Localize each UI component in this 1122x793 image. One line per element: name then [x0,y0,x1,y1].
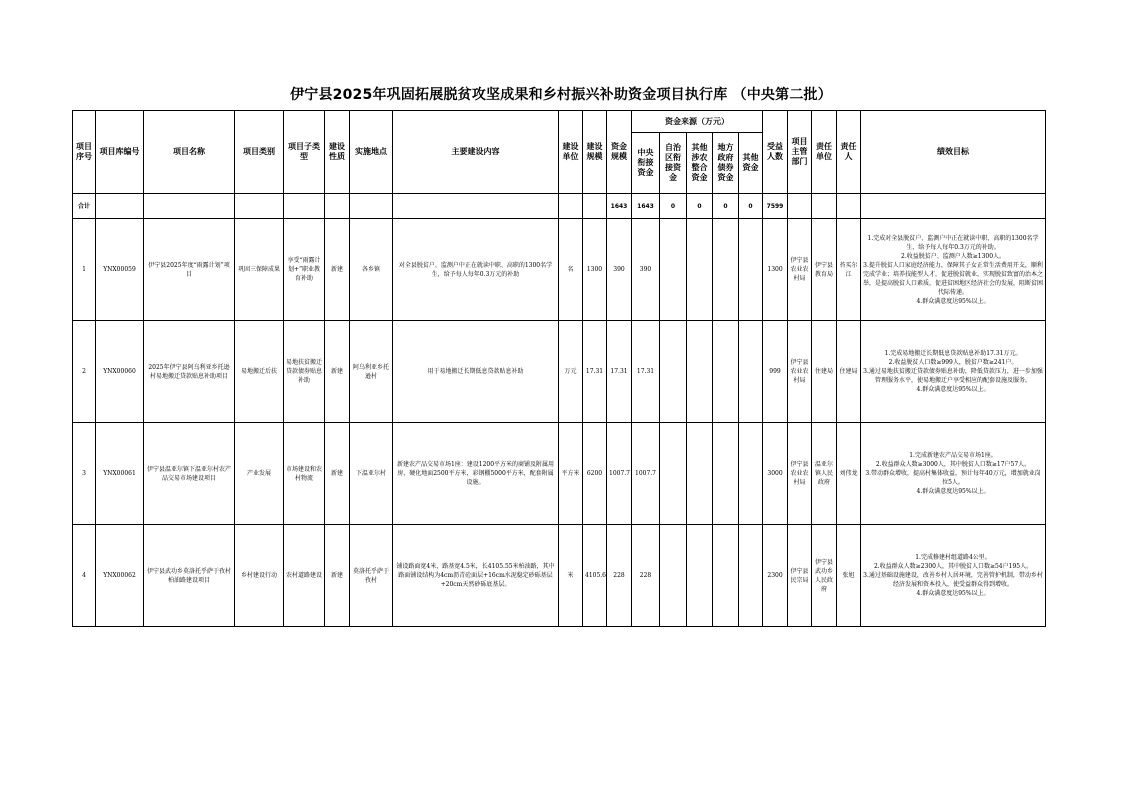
row-resp-unit: 温亚尔镇人民政府 [812,423,837,525]
row-location: 下温亚尔村 [350,423,393,525]
total-other-integrated: 0 [687,194,713,219]
row-local-debt [713,321,739,423]
table-row [73,423,1046,525]
row-local-debt [713,219,739,321]
row-beneficiaries: 1300 [763,219,788,321]
goal-item: 2.收益群众人数≥3000人，其中脱贫人口数≥17户57人。 [875,461,1031,468]
row-other [739,321,763,423]
header-scale: 建设规模 [583,111,607,194]
row-scale: 17.31 [583,321,607,423]
row-dept: 伊宁县农业农村局 [788,423,812,525]
header-unit: 建设单位 [559,111,583,194]
row-seq: 4 [73,525,96,627]
row-code: YNX00059 [96,219,144,321]
row-other [739,525,763,627]
header-row-1 [73,111,1046,133]
row-subtype: 易地扶贫搬迁贷款债券贴息补助 [284,321,325,423]
row-nature: 新建 [325,423,350,525]
project-table [72,110,1046,627]
row-scale: 6200 [583,423,607,525]
goal-item: 3.通过易地扶贫搬迁贷款债券贴息补助，降低贷款压力，进一步加强管理服务水平，使易地搬迁户享受相应的配套设施及服务。 [863,368,1043,384]
row-local-debt [713,423,739,525]
row-code: YNX00061 [96,423,144,525]
total-label: 合计 [73,194,96,219]
table-row [73,321,1046,423]
goal-item: 2.收益群众人数≥2300人，其中脱贫人口数≥54户195人。 [873,563,1033,570]
header-content: 主要建设内容 [393,111,559,194]
header-nature: 建设性质 [325,111,350,194]
row-unit: 米 [559,525,583,627]
row-region [660,423,687,525]
row-resp-unit: 住建局 [812,321,837,423]
header-resp-unit: 责任单位 [812,111,837,194]
header-subtype: 项目子类型 [284,111,325,194]
row-nature: 新建 [325,525,350,627]
row-fund-scale: 1007.7 [607,423,632,525]
total-row [73,194,1046,219]
row-location: 各乡镇 [350,219,393,321]
row-other [739,219,763,321]
header-dept: 项目主管部门 [788,111,812,194]
row-category: 产业发展 [235,423,284,525]
row-location: 阿乌利亚乡托逊村 [350,321,393,423]
row-scale: 4105.6 [583,525,607,627]
goal-item: 1.完成修建村组道路4公里。 [915,554,991,561]
header-resp-person: 责任人 [837,111,861,194]
row-location: 莫洛托乎萨于孜村 [350,525,393,627]
header-other-integrated: 其他涉农整合资金 [687,133,713,194]
row-central: 1007.7 [632,423,660,525]
row-central: 390 [632,219,660,321]
row-dept: 伊宁县民宗局 [788,525,812,627]
goal-item: 4.群众满意度达95%以上。 [916,386,990,393]
header-seq: 项目序号 [73,111,96,194]
row-category: 乡村建设行动 [235,525,284,627]
row-category: 易地搬迁后扶 [235,321,284,423]
row-goals [861,219,1046,321]
row-region [660,321,687,423]
row-dept: 伊宁县农业农村局 [788,321,812,423]
row-fund-scale: 228 [607,525,632,627]
total-central: 1643 [632,194,660,219]
row-category: 巩固三保障成果 [235,219,284,321]
row-fund-scale: 17.31 [607,321,632,423]
header-goals: 绩效目标 [861,111,1046,194]
row-name: 伊宁县温亚尔镇下温亚尔村农产品交易市场建设项目 [144,423,235,525]
row-dept: 伊宁县农业农村局 [788,219,812,321]
total-local-debt: 0 [713,194,739,219]
row-other-integrated [687,321,713,423]
goal-item: 1.完成对全县脱贫户、监测户中正在就读中职、高职的1300名学生，给予每人每年0.3万元的补助。 [867,234,1039,251]
header-local-debt: 地方政府债券资金 [713,133,739,194]
goal-item: 1.完成新建农产品交易市场1座。 [909,452,997,459]
header-location: 实施地点 [350,111,393,194]
goal-item: 4.群众满意度达95%以上。 [916,488,990,495]
row-goals [861,423,1046,525]
row-fund-scale: 390 [607,219,632,321]
total-other: 0 [739,194,763,219]
row-code: YNX00060 [96,321,144,423]
row-local-debt [713,525,739,627]
table-row [73,525,1046,627]
row-content: 新建农产品交易市场1座：建设1200平方米的商铺及附属用房，硬化地面2500平方米，彩钢棚5000平方米，配套附属设施。 [393,423,559,525]
header-other: 其他资金 [739,133,763,194]
goal-item: 2.收益脱贫户、监测户人数≥1300人。 [901,252,1006,260]
header-beneficiaries: 受益人数 [763,111,788,194]
row-nature: 新建 [325,321,350,423]
row-resp-person: 刘伟龙 [837,423,861,525]
row-beneficiaries: 999 [763,321,788,423]
total-fund-scale: 1643 [607,194,632,219]
row-code: YNX00062 [96,525,144,627]
header-name: 项目名称 [144,111,235,194]
row-unit: 平方米 [559,423,583,525]
row-subtype: 农村道路建设 [284,525,325,627]
row-name: 伊宁县武功乡莫洛托乎萨于孜村柏油路建设项目 [144,525,235,627]
goal-item: 3.提升脱贫人口家庭经济能力，保障其子女正常生活费用开支，顺利完成学业；培养技能型人才，促进脱贫就业，实现脱贫致富的治本之举，是提高脱贫人口素质，促进贫困地区经济社会的发展，阻断贫困代际传递。 [863,261,1044,296]
row-seq: 1 [73,219,96,321]
row-resp-person: 苔买尔江 [837,219,861,321]
row-central: 17.31 [632,321,660,423]
table-row [73,219,1046,321]
row-subtype: 市场建设和农村物流 [284,423,325,525]
row-goals [861,525,1046,627]
row-content: 铺设路面宽4米，路基宽4.5米，长4105.55米柏油路，其中路面铺设结构为4cm沥青砼面层+16cm水泥稳定砂砾基层+20cm天然砂砾底基层。 [393,525,559,627]
row-subtype: 享受“雨露计划+”职业教育补助 [284,219,325,321]
row-other-integrated [687,525,713,627]
row-content: 对全县脱贫户、监测户中正在就读中职、高职的1300名学生，给予每人每年0.3万元的补助 [393,219,559,321]
row-beneficiaries: 3000 [763,423,788,525]
header-central: 中央衔接资金 [632,133,660,194]
row-seq: 2 [73,321,96,423]
goal-item: 4.群众满意度达95%以上。 [916,297,990,305]
row-region [660,525,687,627]
header-region: 自治区衔接资金 [660,133,687,194]
row-resp-unit: 伊宁县武功乡人民政府 [812,525,837,627]
row-other-integrated [687,219,713,321]
row-resp-unit: 伊宁县教育局 [812,219,837,321]
row-goals [861,321,1046,423]
row-name: 2025年伊宁县阿乌利亚乡托逊村易地搬迁贷款贴息补助项目 [144,321,235,423]
header-category: 项目类别 [235,111,284,194]
header-fund-source: 资金来源（万元） [632,111,763,133]
row-resp-person: 张旭 [837,525,861,627]
row-scale: 1300 [583,219,607,321]
total-beneficiaries: 7599 [763,194,788,219]
row-beneficiaries: 2300 [763,525,788,627]
row-other [739,423,763,525]
row-nature: 新建 [325,219,350,321]
goal-item: 1.完成易地搬迁长期低息贷款贴息补助17.31万元。 [884,350,1022,357]
total-region: 0 [660,194,687,219]
row-unit: 万元 [559,321,583,423]
row-central: 228 [632,525,660,627]
row-resp-person: 住建局 [837,321,861,423]
row-region [660,219,687,321]
row-content: 用于易地搬迁长期低息贷款贴息补助 [393,321,559,423]
page-title: 伊宁县2025年巩固拓展脱贫攻坚成果和乡村振兴补助资金项目执行库 （中央第二批） [290,87,832,103]
row-seq: 3 [73,423,96,525]
goal-item: 4.群众满意度达95%以上。 [916,590,990,597]
row-name: 伊宁县2025年度“雨露计划”项目 [144,219,235,321]
header-code: 项目库编号 [96,111,144,194]
goal-item: 2.收益脱贫人口数≥999人，脱贫户数≥241户。 [888,359,1018,366]
goal-item: 3.带动群众增收，提高村集体收益，预计每年40万元，增加就业岗位5人。 [865,470,1041,486]
row-other-integrated [687,423,713,525]
header-fund-scale: 资金规模 [607,111,632,194]
row-unit: 名 [559,219,583,321]
goal-item: 3.通过基础设施建设，改善乡村人居环境，完善管护机制，带动乡村经济发展和资本投入，使受益群众得到增收。 [863,572,1043,588]
